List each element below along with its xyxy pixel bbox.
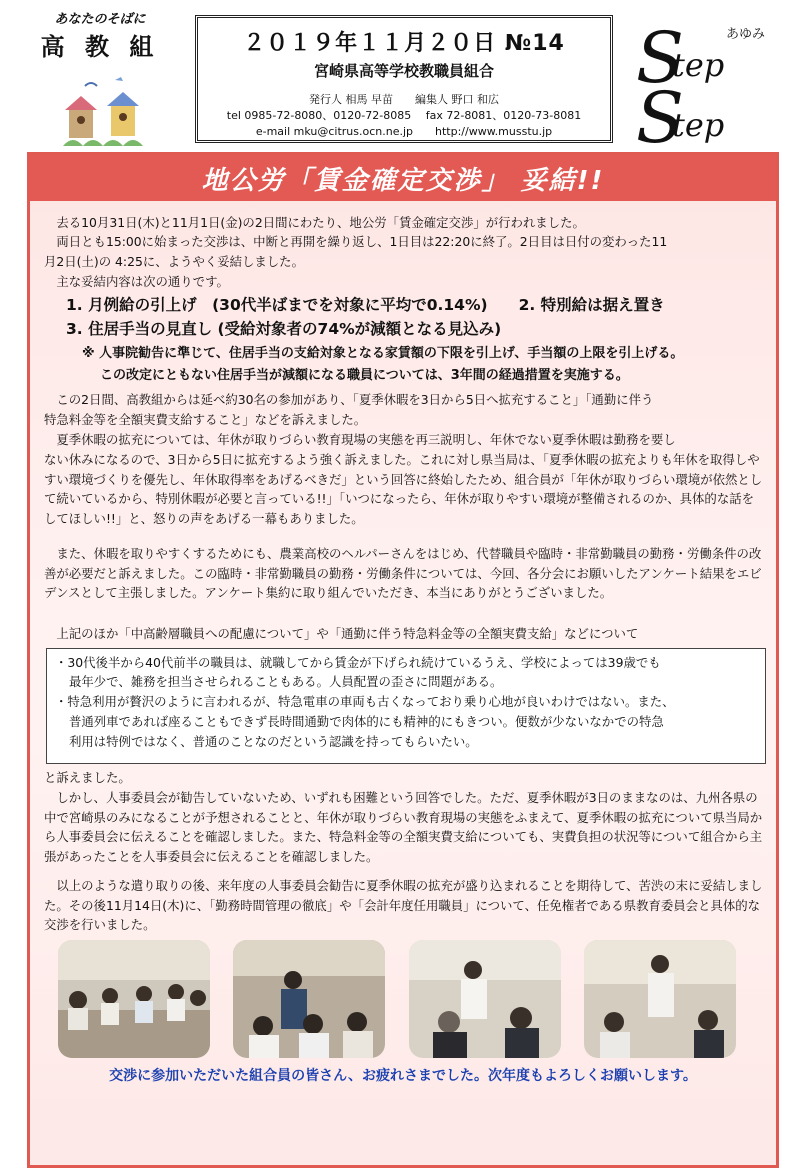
- voice-2c: 利用は特例ではなく、普通のことなのだという認識を持ってもらいたい。: [69, 734, 478, 749]
- paragraph-2b: 月2日(土)の 4:25に、ようやく妥結しました。: [44, 254, 304, 269]
- agreement-item-3: 3. 住居手当の見直し (受給対象者の74%が減額となる見込み): [66, 320, 502, 338]
- voice-2a: ・特急利用が贅沢のように言われるが、特急電車の車両も古くなっており乗り心地が良いわけではない。また、: [55, 694, 675, 709]
- issue-date: ２０１９年１１月２０日 №14: [243, 31, 565, 56]
- paragraph-9: しかし、人事委員会が勧告していないため、いずれも困難という回答でした。ただ、夏季休暇が3日のままなのは、九州各県の中で宮崎県のみになることが予想されることと、年休が取りづらい教育現場の実態をふまえて、夏季休暇の拡充について県当局から人事委員会に伝えることを確認しました。また、特急料金等の全額実費支給についても、実費負担の状況等について組合から主張があったことを人事委員会に伝えることを確認しました。: [44, 790, 763, 864]
- housing-note-2: この改定にともない住居手当が減額になる職員については、3年間の経過措置を実施する。: [100, 368, 629, 383]
- header-box: [195, 15, 613, 143]
- svg-text:tep: tep: [672, 46, 725, 84]
- paragraph-3: 主な妥結内容は次の通りです。: [56, 274, 229, 289]
- paragraph-8: と訴えました。: [44, 770, 131, 785]
- svg-text:S: S: [636, 17, 684, 99]
- publisher-line: 発行人 相馬 早苗 編集人 野口 和広: [309, 93, 499, 106]
- agreement-item-1-2: 1. 月例給の引上げ (30代半ばまでを対象に平均で0.14%) 2. 特別給は据え置き: [66, 296, 665, 314]
- paragraph-5b: ない休みになるので、3日から5日に拡充するよう強く訴えました。これに対し県当局は、「夏季休暇の拡充よりも年休を取得しやすい環境づくりを優先し、年休取得率をあげるべきだ」という回答に終始したため、組合員が「年休が取りづらい環境が依然として続いているから、特別休暇が必要と言っている!!」「いつになったら、年休が取りやすい環境が整備されるのか、具体的な話をしてほしい!!」と、怒りの声をあげる一幕もありました。: [44, 452, 763, 526]
- voice-1a: ・30代後半から40代前半の職員は、就職してから賃金が下げられ続けているうえ、学校によっては39歳でも: [55, 655, 661, 670]
- paragraph-10: 以上のような遣り取りの後、来年度の人事委員会勧告に夏季休暇の拡充が盛り込まれることを期待して、苦渋の末に妥結しました。その後11月14日(木)に、「勤務時間管理の徹底」や「会計年度任用職員」について、任免権者である県教育委員会と具体的な交渉を行いました。: [44, 878, 763, 932]
- phone-line: tel 0985-72-8080、0120-72-8085 fax 72-8081、0120-73-8081: [226, 109, 582, 122]
- photo-caption: 交渉に参加いただいた組合員の皆さん、お疲れさまでした。次年度もよろしくお願いします。: [109, 1068, 697, 1084]
- negotiation-photo-1: [58, 940, 210, 1058]
- paragraph-2a: 両日とも15:00に始まった交渉は、中断と再開を繰り返し、1日目は22:20に終了。2日目は日付の変わった11: [56, 234, 668, 249]
- paragraph-7: 上記のほか「中高齢層職員への配慮について」や「通勤に伴う特急料金等の全額実費支給」などについて: [56, 626, 639, 641]
- step-by-step-logo: [630, 10, 778, 150]
- logo-text: あゆみ: [726, 27, 766, 42]
- paragraph-4a: この2日間、高教組からは延べ約30名の参加があり、「夏季休暇を3日から5日へ拡充すること」「通勤に伴う: [56, 392, 654, 407]
- paragraph-4b: 特急料金等を全額実費支給すること」などを訴えました。: [44, 412, 367, 427]
- member-voices-box: [46, 648, 766, 764]
- masthead-name: 高 教 組: [40, 33, 160, 61]
- negotiation-photo-3: [409, 940, 561, 1058]
- article-title: 地公労「賃金確定交渉」 妥結!!: [201, 166, 605, 196]
- negotiation-photo-2: [233, 940, 385, 1058]
- organization-name: 宮崎県高等学校教職員組合: [313, 62, 494, 80]
- negotiation-photo-4: [584, 940, 736, 1058]
- voice-2b: 普通列車であれば座ることもできず長時間通勤で肉体的にも精神的にもきつい。便数が少ないなかでの特急: [69, 714, 664, 729]
- masthead-tagline: あなたのそばに: [54, 12, 146, 27]
- voice-1b: 最年少で、雑務を担当させられることもある。人員配置の歪さに問題がある。: [69, 674, 503, 689]
- paragraph-6: また、休暇を取りやすくするためにも、農業高校のヘルパーさんをはじめ、代替職員や臨時・非常勤職員の勤務・労働条件の改善が必要だと訴えました。この臨時・非常勤職員の勤務・労働条件については、今回、各分会にお願いしたアンケート結果をエビデンスとして主張しました。アンケート集約に取り組んでいただき、本当にありがとうございました。: [44, 546, 762, 600]
- paragraph-5a: 夏季休暇の拡充については、年休が取りづらい教育現場の実態を再三説明し、年休でない夏季休暇は勤務を要し: [56, 432, 676, 447]
- email-line: e-mail mku@citrus.ocn.ne.jp http://www.musstu.jp: [255, 125, 553, 138]
- birdhouse-illustration: [55, 72, 155, 152]
- housing-note-1: ※ 人事院勧告に準じて、住居手当の支給対象となる家賃額の下限を引上げ、手当額の上限を引上げる。: [82, 346, 684, 361]
- svg-text:S: S: [636, 77, 684, 150]
- paragraph-1: 去る10月31日(木)と11月1日(金)の2日間にわたり、地公労「賃金確定交渉」が行われました。: [56, 215, 585, 230]
- svg-text:tep: tep: [672, 106, 725, 144]
